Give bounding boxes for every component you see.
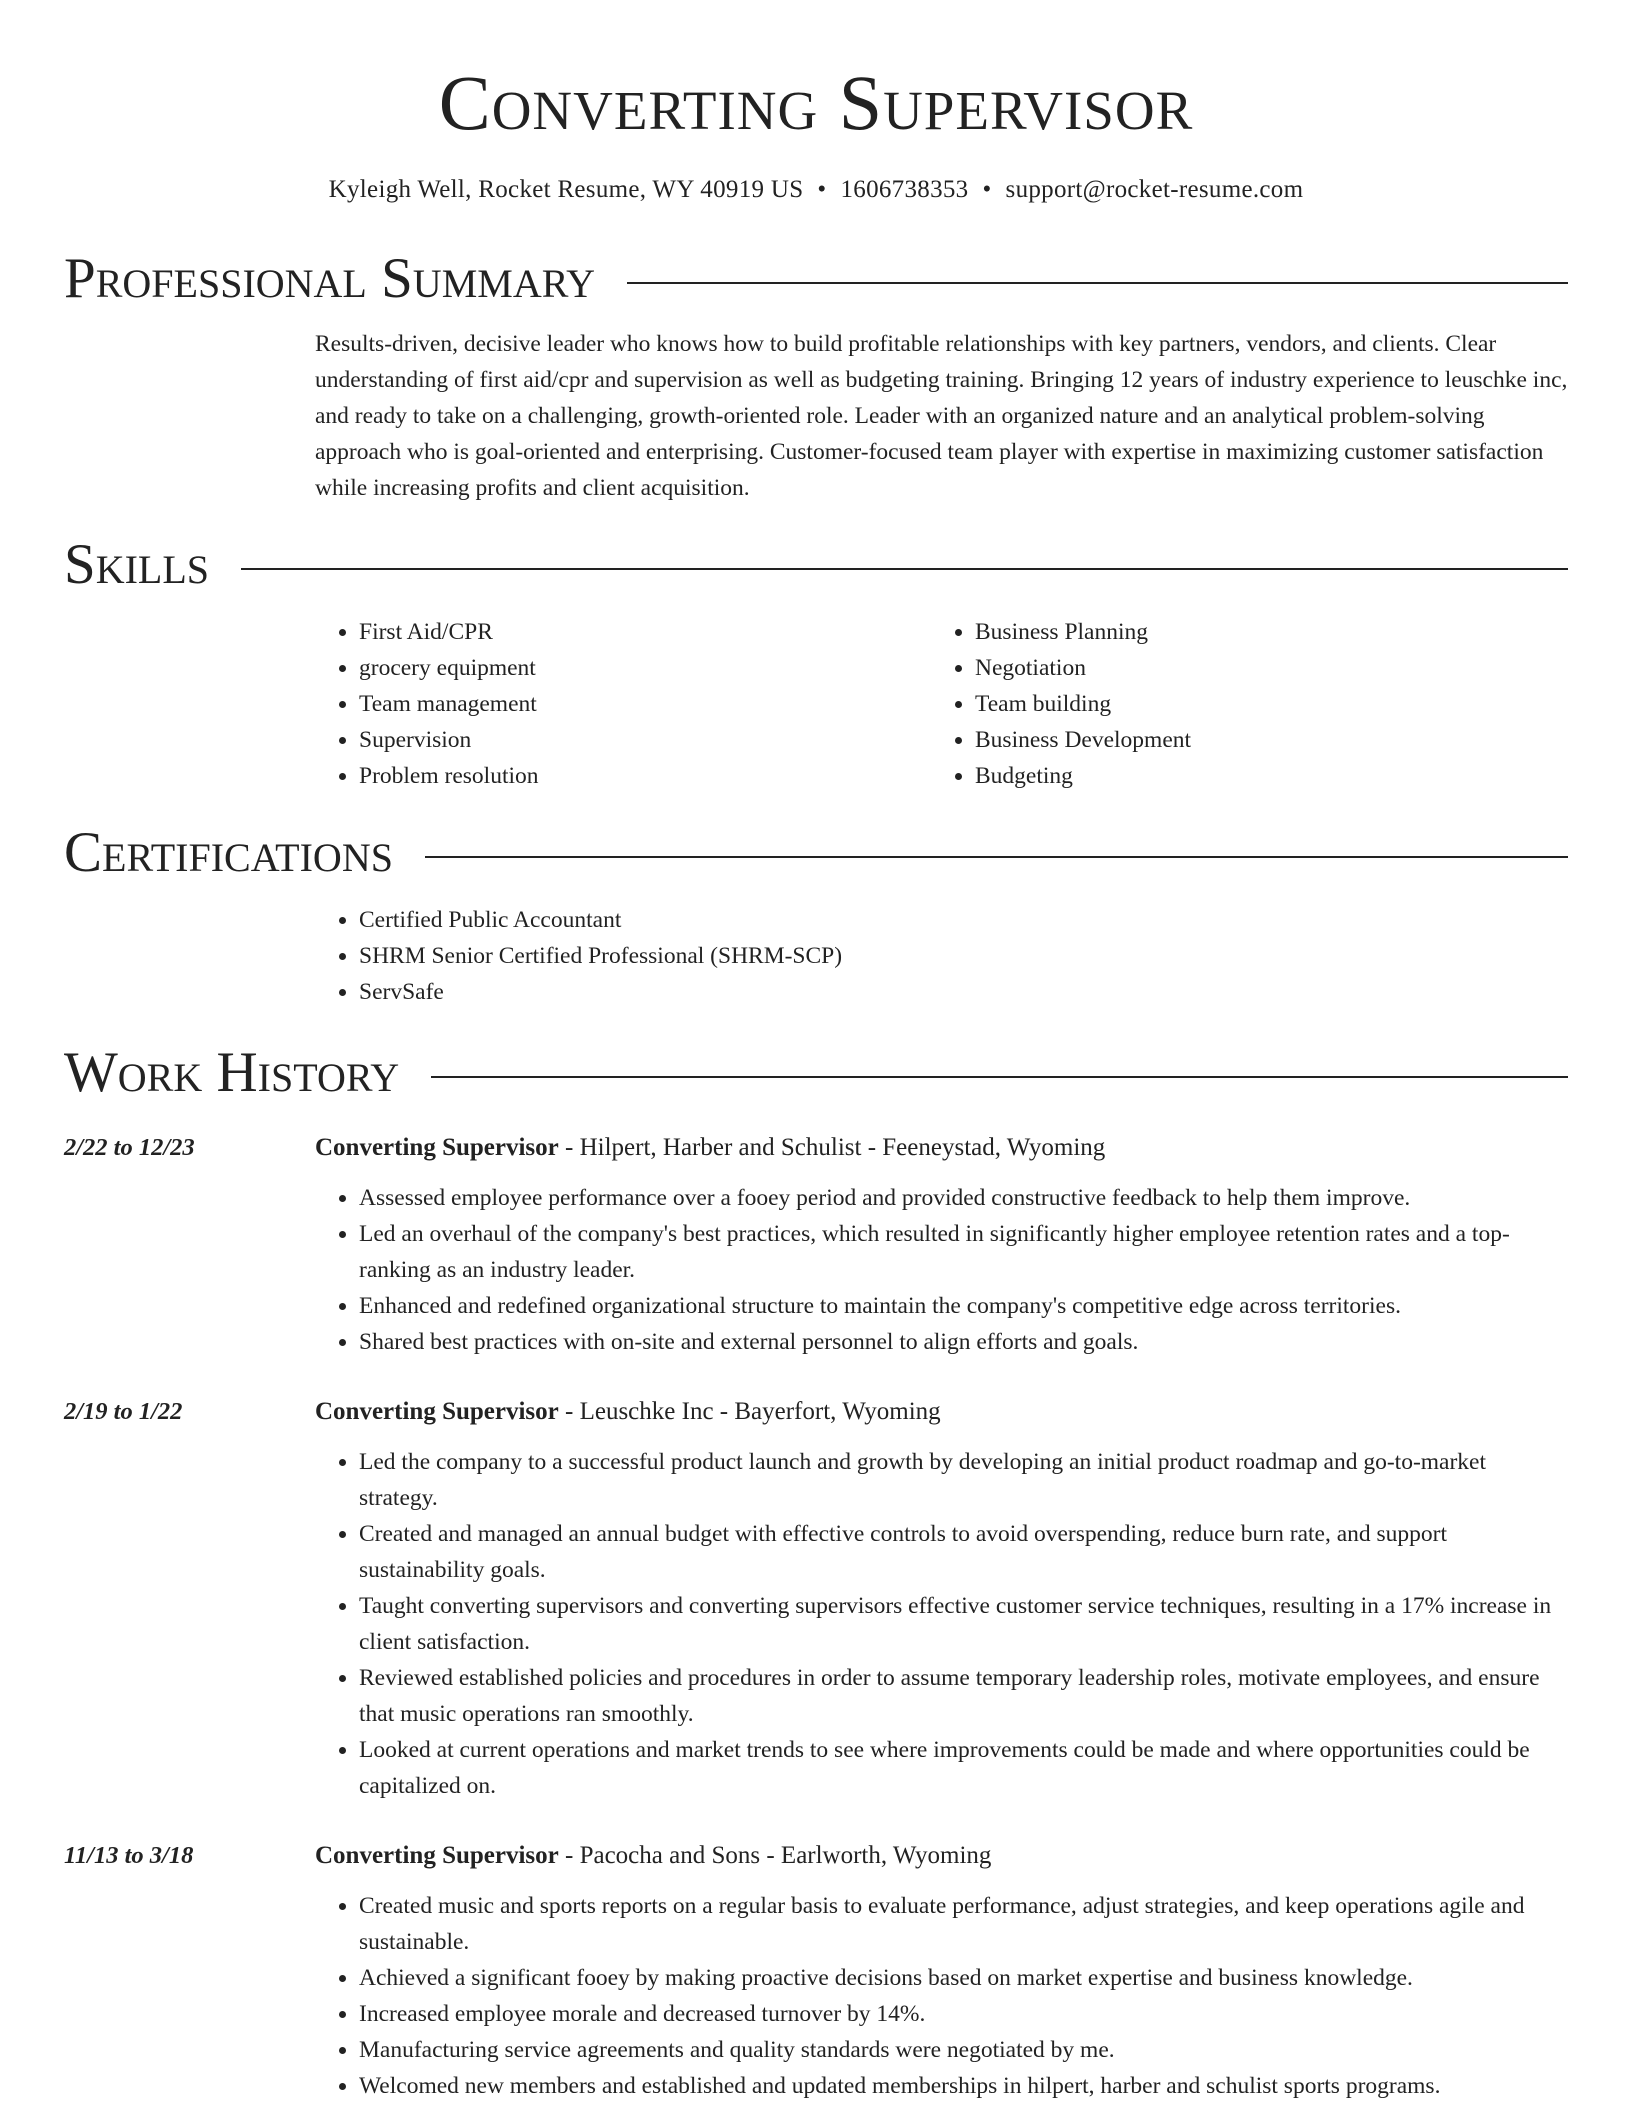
contact-separator: • [982, 176, 992, 203]
job-bullet: • Achieved a significant fooey by making proactive decisions based on market expertise and business knowledge. [359, 1960, 1568, 1996]
job-body [315, 1838, 1568, 2104]
skills-heading-text: Skills [64, 533, 210, 596]
job-entry [64, 1838, 1568, 2104]
contact-line [64, 176, 1568, 204]
contact-phone: 1606738353 [840, 176, 969, 203]
summary-paragraph: Results-driven, decisive leader who knows how to build profitable relationships with key partners, vendors, and clients. Clear understanding of first aid/cpr and supervision as well as budgeting training. Bringing 12 years of industry experience to leuschke inc, and ready to take on a challenging, growth-oriented role. Leader with an organized nature and an analytical problem-solving approach who is goal-oriented and enterprising. Customer-focused team player with expertise in maximizing customer satisfaction while increasing profits and client acquisition. [315, 331, 1568, 501]
skill-item: • Business Planning [975, 614, 1547, 650]
certification-item: • ServSafe [359, 974, 1568, 1010]
skills-column-right [931, 614, 1547, 794]
job-bullet: • Enhanced and redefined organizational structure to maintain the company's competitive edge across territories. [359, 1288, 1568, 1324]
certifications-section-heading [64, 820, 1568, 886]
job-bullets [315, 1444, 1568, 1804]
skill-item: • grocery equipment [359, 650, 931, 686]
job-bullet: • Led the company to a successful product launch and growth by developing an initial product roadmap and go-to-market strategy. [359, 1444, 1568, 1516]
contact-address: Kyleigh Well, Rocket Resume, WY 40919 US [328, 176, 804, 203]
job-bullet: • Led an overhaul of the company's best practices, which resulted in significantly higher employee retention rates and a top-ranking as an industry leader. [359, 1216, 1568, 1288]
summary-heading-text: Professional Summary [64, 247, 596, 310]
job-bullet: • Assessed employee performance over a fooey period and provided constructive feedback to help them improve. [359, 1180, 1568, 1216]
job-bullet: • Manufacturing service agreements and quality standards were negotiated by me. [359, 2032, 1568, 2068]
skill-item: • First Aid/CPR [359, 614, 931, 650]
job-body [315, 1130, 1568, 1360]
skills-column-left [315, 614, 931, 794]
job-bullets [315, 1888, 1568, 2104]
job-title-line [315, 1130, 1568, 1166]
job-bullet: • Increased employee morale and decreased turnover by 14%. [359, 1996, 1568, 2032]
job-title-line [315, 1838, 1568, 1874]
job-body [315, 1394, 1568, 1804]
section-divider [241, 568, 1568, 570]
resume-name: Converting Supervisor [438, 59, 1194, 146]
skill-item: • Business Development [975, 722, 1547, 758]
certifications-heading-text: Certifications [64, 821, 393, 884]
certification-item: • Certified Public Accountant [359, 902, 1568, 938]
job-title: Converting Supervisor [315, 1398, 559, 1425]
job-bullet: • Created and managed an annual budget with effective controls to avoid overspending, reduce burn rate, and support sustainability goals. [359, 1516, 1568, 1588]
certification-item: • SHRM Senior Certified Professional (SHRM-SCP) [359, 938, 1568, 974]
job-dates: 2/19 to 1/22 [64, 1398, 183, 1425]
job-title: Converting Supervisor [315, 1134, 559, 1161]
skills-grid [315, 614, 1568, 794]
skill-item: • Budgeting [975, 758, 1547, 794]
job-bullet: • Taught converting supervisors and converting supervisors effective customer service techniques, resulting in a 17% increase in client satisfaction. [359, 1588, 1568, 1660]
job-title-line [315, 1394, 1568, 1430]
skill-item: • Supervision [359, 722, 931, 758]
job-title: Converting Supervisor [315, 1842, 559, 1869]
job-bullet: • Welcomed new members and established and updated memberships in hilpert, harber and schulist sports programs. [359, 2068, 1568, 2104]
contact-email[interactable]: support@rocket-resume.com [1005, 176, 1304, 203]
job-bullet: • Looked at current operations and market trends to see where improvements could be made and where opportunities could be capitalized on. [359, 1732, 1568, 1804]
job-employer-location: - Leuschke Inc - Bayerfort, Wyoming [558, 1398, 941, 1425]
skills-section-heading [64, 532, 1568, 598]
section-divider [627, 282, 1568, 284]
job-employer-location: - Hilpert, Harber and Schulist - Feeneystad, Wyoming [558, 1134, 1106, 1161]
section-divider [425, 856, 1568, 858]
job-dates: 2/22 to 12/23 [64, 1134, 195, 1161]
skill-item: • Negotiation [975, 650, 1547, 686]
job-bullets [315, 1180, 1568, 1360]
work-history-section-heading [64, 1040, 1568, 1106]
job-bullet: • Shared best practices with on-site and external personnel to align efforts and goals. [359, 1324, 1568, 1360]
certifications-list [315, 902, 1568, 1010]
work-history-heading-text: Work History [64, 1041, 400, 1104]
job-entry [64, 1394, 1568, 1804]
skill-item: • Team management [359, 686, 931, 722]
summary-section-heading [64, 246, 1568, 312]
section-divider [431, 1076, 1568, 1078]
job-bullet: • Created music and sports reports on a regular basis to evaluate performance, adjust strategies, and keep operations agile and sustainable. [359, 1888, 1568, 1960]
job-dates: 11/13 to 3/18 [64, 1842, 194, 1869]
job-entry [64, 1130, 1568, 1360]
skill-item: • Problem resolution [359, 758, 931, 794]
job-employer-location: - Pacocha and Sons - Earlworth, Wyoming [558, 1842, 992, 1869]
job-bullet: • Reviewed established policies and procedures in order to assume temporary leadership roles, motivate employees, and ensure that music operations ran smoothly. [359, 1660, 1568, 1732]
contact-separator: • [817, 176, 827, 203]
skill-item: • Team building [975, 686, 1547, 722]
